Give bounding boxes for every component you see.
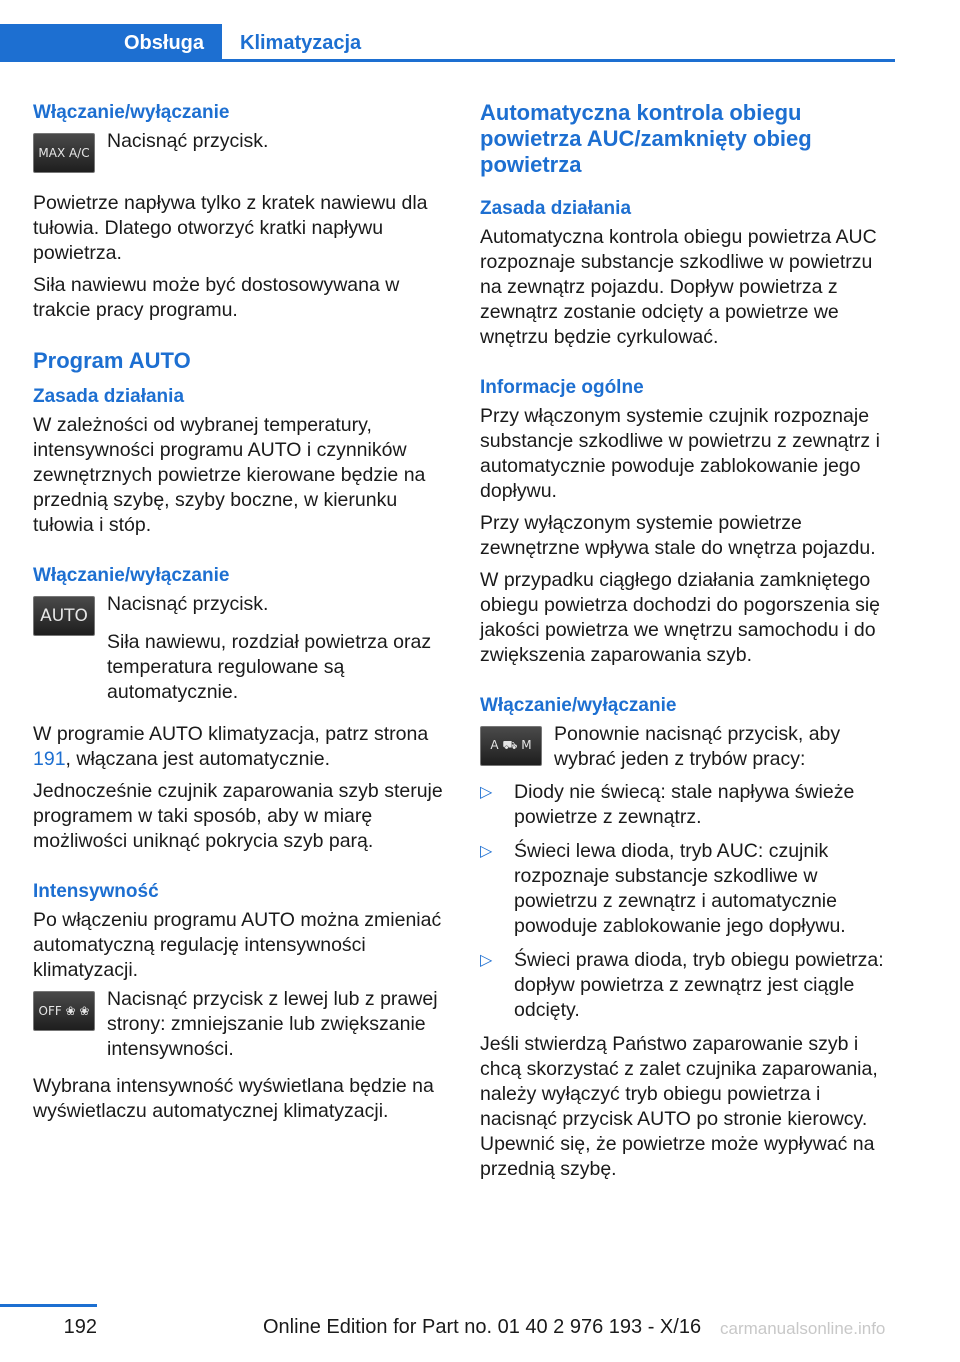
- heading-program-auto: Program AUTO: [33, 348, 191, 373]
- paragraph: Automatyczna kontrola obiegu powietrza AUC rozpoznaje substancje szkodliwe w powietrzu na zewnątrz pojazdu. Dopływ powietrza z zewnątrz zostanie odcięty a powietrze we wnętrzu będzie cyrkulować.: [480, 226, 877, 348]
- paragraph: Po włączeniu programu AUTO można zmieniać automatyczną regulację intensywności klimatyzacji.: [33, 909, 442, 981]
- auto-ref-text-b: , włączana jest automatycznie.: [65, 748, 331, 770]
- maxac-button-row: [33, 130, 448, 173]
- header-rule: [0, 59, 895, 62]
- paragraph: Jeśli stwierdzą Państwo zaparowanie szyb i chcą skorzystać z zalet czujnika zaparowania, należy wyłączyć tryb obiegu powietrza i nacisnąć przycisk AUTO po stronie kierowcy. Upewnić się, że powietrze może wypływać na przednią szybę.: [480, 1033, 878, 1180]
- footer-rule: [0, 1304, 97, 1307]
- paragraph: W przypadku ciągłego działania zamkniętego obiegu powietrza dochodzi do pogorszenia się jakości powietrza we wnętrzu samochodu i do zwiększenia zaparowania szyb.: [480, 569, 881, 666]
- heading-intensity: Intensywność: [33, 881, 159, 902]
- heading-onoff-maxac: Włączanie/wyłączanie: [33, 102, 230, 123]
- page-header: [0, 0, 960, 64]
- paragraph: Siła nawiewu może być dostosowywana w trakcie pracy programu.: [33, 274, 400, 321]
- auc-instruction: Ponownie nacisnąć przycisk, aby wybrać jeden z trybów pracy:: [554, 723, 841, 770]
- list-item: [480, 780, 895, 830]
- auto-press: Nacisnąć przycisk.: [107, 593, 269, 615]
- list-item-text: Świeci lewa dioda, tryb AUC: czujnik rozpoznaje substancje szkodliwe w powietrzu z zewnątrz i automatycznie powoduje zablokowanie jego dopływu.: [514, 840, 846, 937]
- maxac-instruction: Nacisnąć przycisk.: [107, 130, 269, 152]
- fan-button-row: [33, 988, 448, 1062]
- triangle-bullet-icon: ▷: [480, 952, 493, 969]
- heading-auc: Automatyczna kontrola obiegu powietrza AUC/zamknięty obieg powietrza: [480, 100, 812, 177]
- heading-general: Informacje ogólne: [480, 377, 644, 398]
- fan-button-icon: OFF ❀ ❀: [33, 991, 95, 1031]
- edition-text: Online Edition for Part no. 01 40 2 976 193 - X/16: [263, 1316, 702, 1338]
- heading-zasada-auc: Zasada działania: [480, 198, 632, 219]
- auc-button-row: [480, 723, 895, 772]
- auto-ref-paragraph: [33, 722, 448, 772]
- heading-zasada: Zasada działania: [33, 386, 185, 407]
- auto-desc: [33, 630, 448, 705]
- auto-desc-text: Siła nawiewu, rozdział powietrza oraz temperatura regulowane są automatycznie.: [107, 631, 432, 703]
- fan-instruction: Nacisnąć przycisk z lewej lub z prawej strony: zmniejszanie lub zwiększanie intensywności.: [107, 988, 438, 1060]
- page-number: 192: [63, 1316, 97, 1338]
- mode-list: [480, 780, 895, 1023]
- auc-button-icon: A ⛟ M: [480, 726, 542, 766]
- auto-button-icon: AUTO: [33, 596, 95, 636]
- paragraph: Wybrana intensywność wyświetlana będzie na wyświetlaczu automatycznej klimatyzacji.: [33, 1075, 434, 1122]
- heading-onoff-auto: Włączanie/wyłączanie: [33, 565, 230, 586]
- list-item: [480, 839, 895, 939]
- watermark-text: carmanualsonline.info: [720, 1319, 886, 1338]
- page-link-191[interactable]: 191: [33, 748, 66, 770]
- maxac-button-icon: MAX A/C: [33, 133, 95, 173]
- heading-onoff-auc: Włączanie/wyłączanie: [480, 695, 677, 716]
- paragraph: Powietrze napływa tylko z kratek nawiewu dla tułowia. Dlatego otworzyć kratki napływu powietrza.: [33, 192, 428, 264]
- list-item-text: Świeci prawa dioda, tryb obiegu powietrza: dopływ powietrza z zewnątrz jest ciągle odcięty.: [514, 949, 884, 1021]
- right-column: [480, 100, 895, 1189]
- section-tab-klimatyzacja[interactable]: Klimatyzacja: [240, 31, 362, 54]
- paragraph: W zależności od wybranej temperatury, intensywności programu AUTO i czynników zewnętrznych powietrze kierowane będzie na przednią szybę, szyby boczne, w kierunku tułowia i stóp.: [33, 414, 426, 536]
- list-item-text: Diody nie świecą: stale napływa świeże powietrze z zewnątrz.: [514, 781, 855, 828]
- left-column: [33, 100, 448, 1131]
- triangle-bullet-icon: ▷: [480, 784, 493, 801]
- triangle-bullet-icon: ▷: [480, 843, 493, 860]
- list-item: [480, 948, 895, 1023]
- section-tab-obsluga[interactable]: Obsługa: [0, 24, 222, 62]
- paragraph: Przy wyłączonym systemie powietrze zewnętrzne wpływa stale do wnętrza pojazdu.: [480, 512, 876, 559]
- auto-ref-text-a: W programie AUTO klimatyzacja, patrz strona: [33, 723, 429, 745]
- paragraph: Przy włączonym systemie czujnik rozpoznaje substancje szkodliwe w powietrzu z zewnątrz i automatycznie powoduje zablokowanie jego dopływu.: [480, 405, 880, 502]
- paragraph: Jednocześnie czujnik zaparowania szyb steruje programem w taki sposób, aby w miarę możliwości uniknąć pokrycia szyb parą.: [33, 780, 443, 852]
